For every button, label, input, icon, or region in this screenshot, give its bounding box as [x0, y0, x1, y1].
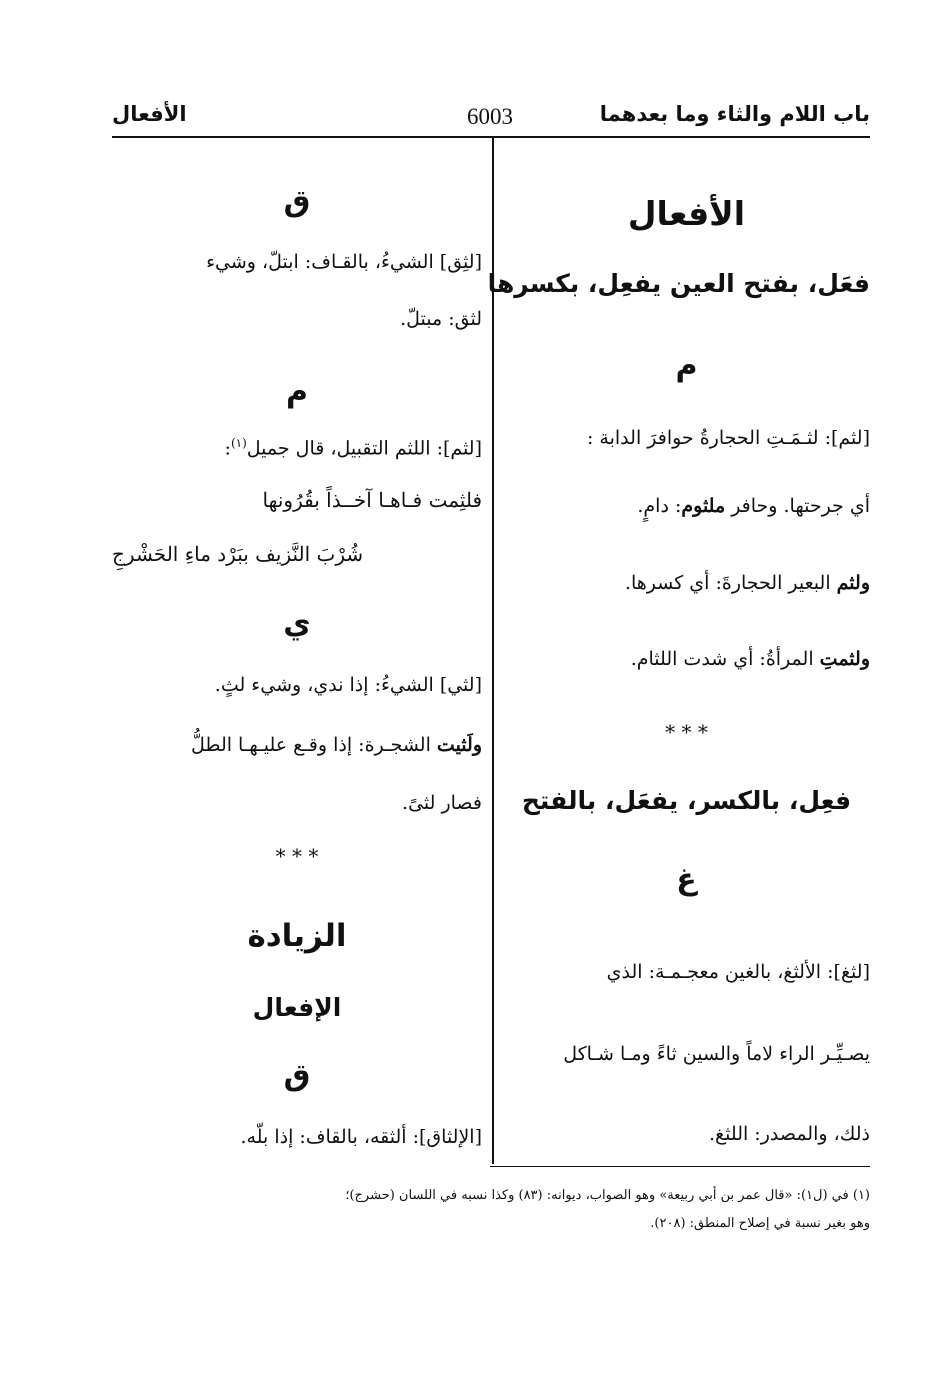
entry-text: : دامٍ.: [637, 495, 682, 517]
footnote-rule: [490, 1166, 870, 1167]
entry-lathi-line2: [112, 734, 482, 756]
entry-headword: [لثم]: [831, 427, 870, 449]
form-heading-fa3ila: فعِل، بالكسر، يفعَل، بالفتح: [521, 786, 852, 815]
entry-bold-word: ولَثيت: [436, 734, 482, 756]
entry-lathm-line2: [503, 495, 870, 517]
entry-text: البعير الحجارةَ: أي كسرها.: [624, 572, 837, 594]
entry-lathiq-line2: لثق: مبتلّ.: [400, 308, 482, 330]
footnotes: [112, 1182, 870, 1238]
entry-ilthaq-line1: [112, 1126, 482, 1148]
entry-lathi-line3: فصار لثىً.: [402, 792, 482, 814]
entry-text: الشيءُ، بالقـاف: ابتلّ، وشيء: [206, 251, 440, 273]
entry-headword: [لثي]: [439, 674, 482, 696]
entry-lathm-line1: [503, 427, 870, 449]
header-section-title: الأفعال: [112, 102, 187, 126]
entry-text: : الألثغ، بالغين معجـمـة: الذي: [606, 961, 834, 983]
header-chapter-title: باب اللام والثاء وما بعدهما: [599, 102, 870, 126]
footnote-ref[interactable]: (١): [230, 436, 247, 450]
letter-heading-qaf-2: ق: [283, 1058, 311, 1093]
entry-bold-word: ولثم: [836, 572, 870, 594]
entry-headword: [الإلثاق]: [419, 1126, 482, 1148]
entry-headword: [لثغ]: [833, 961, 870, 983]
entry-lathgh-line3: ذلك، والمصدر: اللثغ.: [709, 1123, 870, 1145]
entry-text: الشجـرة: إذا وقـع عليـهـا الطلُّ: [190, 734, 437, 756]
section-title-afal: الأفعال: [627, 194, 746, 233]
section-title-ifal: الإفعال: [252, 993, 342, 1022]
entry-bold-word: ملثوم: [681, 495, 726, 517]
entry-text: :: [224, 437, 231, 460]
entry-text: : اللثم التقبيل، قال جميل: [246, 437, 443, 460]
entry-bold-word: ولثمتِ: [819, 648, 870, 670]
verse-line-1: فلثِمت فـاهـا آخــذاً بقُرُونها: [262, 488, 482, 512]
section-title-ziyada: الزيادة: [247, 918, 347, 954]
letter-heading-ghain: غ: [676, 862, 697, 897]
entry-lathm-line3: [503, 572, 870, 594]
running-header: [112, 100, 870, 136]
entry-lathiq-line1: [112, 251, 482, 273]
section-separator: * * *: [275, 844, 319, 868]
letter-heading-yaa: ي: [283, 606, 311, 641]
letter-heading-meem: م: [286, 374, 308, 409]
entry-lathgh-line2: يصـيِّـر الراء لاماً والسين ثاءً ومـا شـاكل: [563, 1043, 870, 1065]
form-heading-fa3ala: فعَل، بفتح العين يفعِل، بكسرها: [487, 269, 870, 298]
entry-lathgh-line1: [503, 961, 870, 983]
footnote-line-1: (١) في (ل١): «قال عمر بن أبي ربيعة» وهو الصواب، ديوانه: (٨٣) وكذا نسبه في اللسان (حشرج)؛: [345, 1188, 870, 1203]
header-rule: [112, 136, 870, 138]
entry-headword: [لثِق]: [439, 251, 482, 273]
entry-text: أي جرحتها. وحافر: [731, 495, 870, 517]
section-separator: * * *: [665, 720, 708, 744]
entry-text: : ألثقه، بالقاف: إذا بلّه.: [240, 1126, 419, 1148]
page-number: 6003: [467, 104, 513, 129]
entry-lathi-line1: [112, 674, 482, 696]
letter-heading-meem: م: [675, 348, 698, 383]
letter-heading-qaf: ق: [283, 184, 311, 219]
entry-headword: [لثم]: [443, 437, 482, 460]
entry-text: المرأةُ: أي شدت اللثام.: [630, 648, 820, 670]
verse-line-2: شُرْبَ النَّزيف ببَرْد ماءِ الحَشْرجِ: [112, 542, 364, 566]
entry-lathm-line1: [112, 436, 482, 459]
entry-text: الشيءُ: إذا ندي، وشيء لثٍ.: [214, 674, 440, 696]
footnote-line-2: وهو بغير نسبة في إصلاح المنطق: (٢٠٨).: [650, 1216, 870, 1231]
entry-lathm-line4: [503, 648, 870, 670]
entry-text: : لثـمَـتِ الحجارةُ حوافرَ الدابة :: [586, 427, 831, 449]
